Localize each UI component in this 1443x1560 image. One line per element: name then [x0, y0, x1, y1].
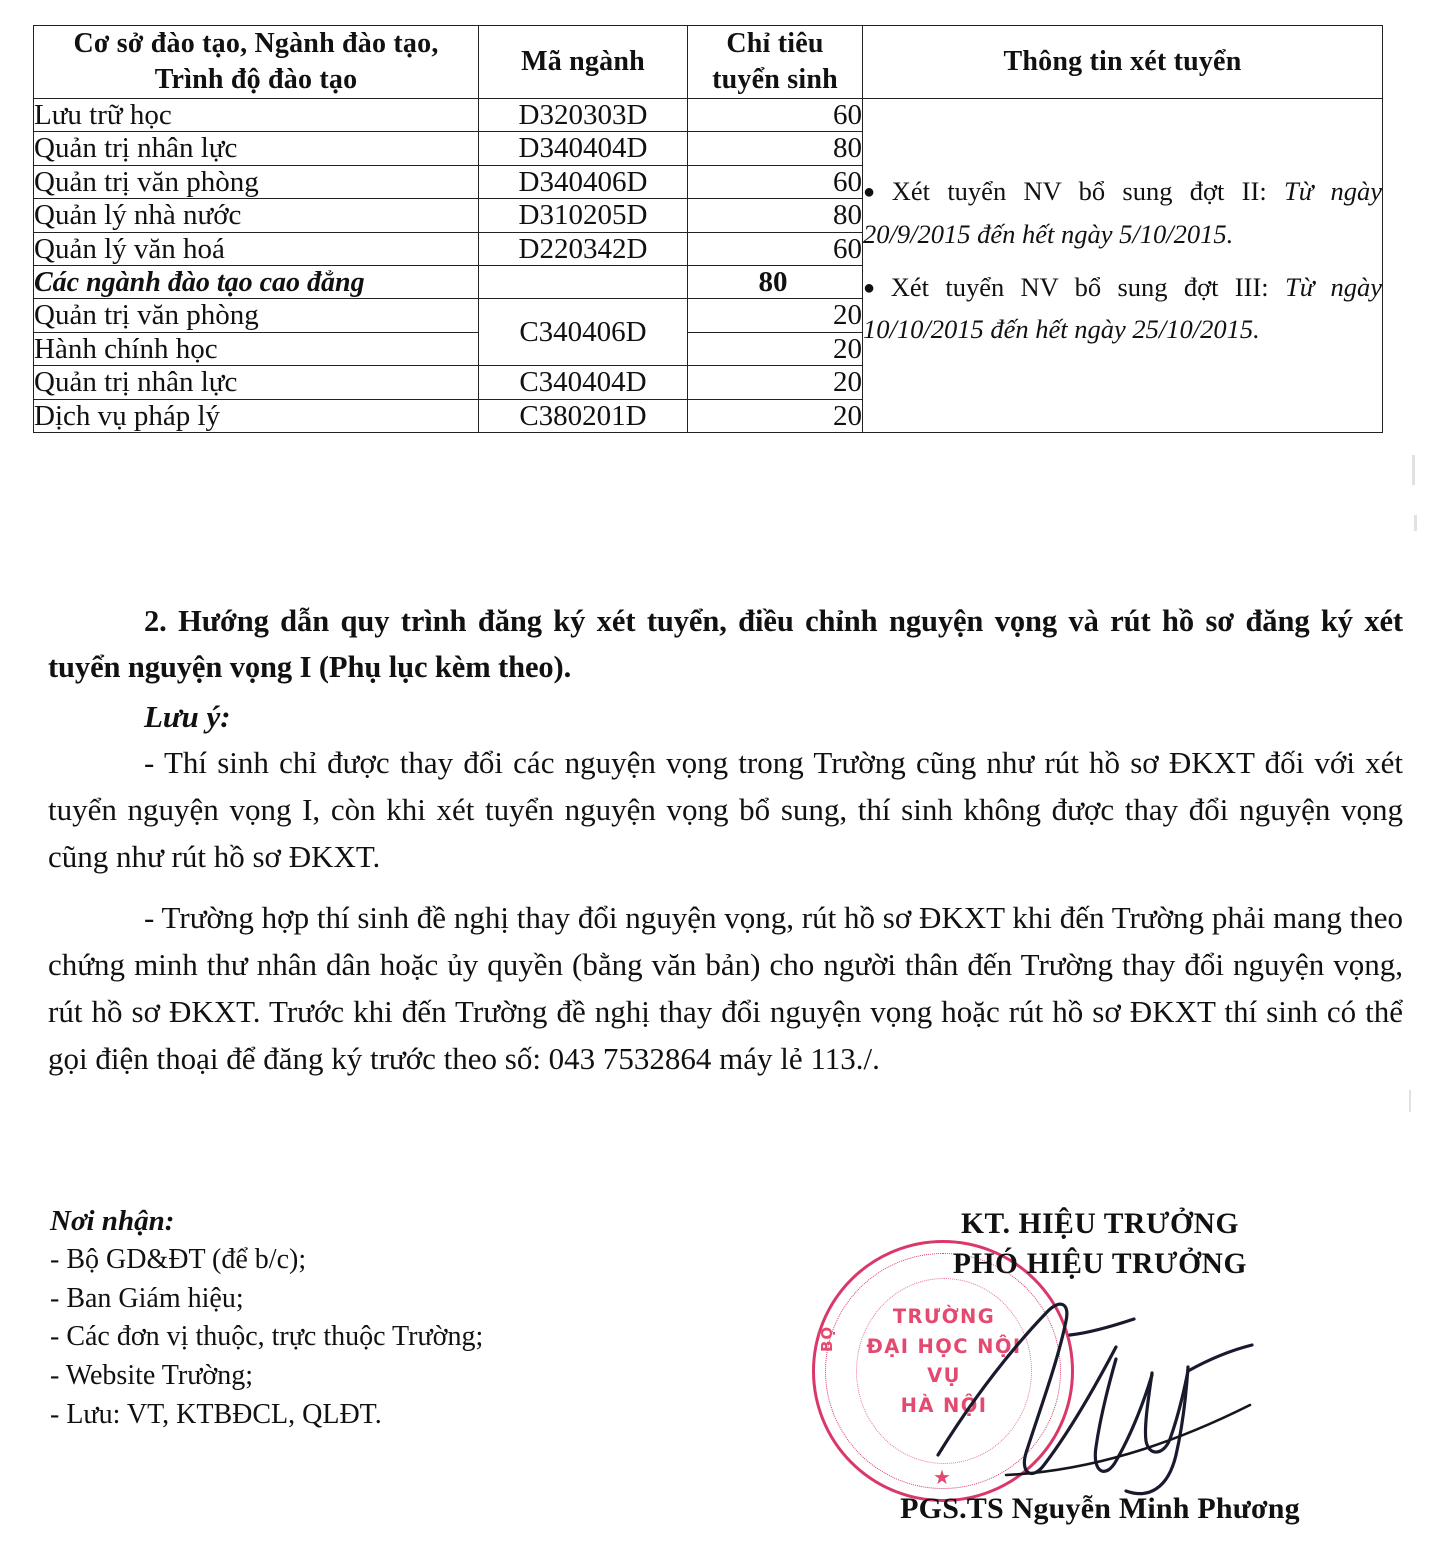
header-program-line2: Trình độ đào tạo	[154, 63, 358, 95]
seal-side-text: BỘ	[818, 1325, 836, 1352]
info-item-1-plain: Xét tuyển NV bổ sung đợt II:	[891, 175, 1267, 206]
table-header-row	[34, 26, 1383, 99]
recipients-title: Nơi nhận:	[50, 1205, 175, 1237]
cell-program-name: Hành chính học	[34, 332, 479, 365]
recipient-item: - Lưu: VT, KTBĐCL, QLĐT.	[50, 1398, 382, 1430]
cell-major-code: C340406D	[479, 299, 688, 366]
header-admission-info: Thông tin xét tuyển	[863, 26, 1383, 99]
cell-quota: 20	[688, 332, 863, 365]
header-program	[34, 26, 479, 99]
table-row	[34, 98, 1383, 131]
cell-program-name: Dịch vụ pháp lý	[34, 399, 479, 432]
cell-major-code: C380201D	[479, 399, 688, 432]
cell-major-code: D340406D	[479, 165, 688, 198]
seal-text	[848, 1302, 1040, 1421]
header-quota-line2: tuyển sinh	[712, 63, 838, 95]
cell-major-code: D340404D	[479, 132, 688, 165]
header-quota	[688, 26, 863, 99]
cell-program-name: Quản trị văn phòng	[34, 299, 479, 332]
signature-block	[800, 1205, 1400, 1525]
bullet-icon: ●	[863, 276, 885, 299]
cell-quota: 60	[688, 165, 863, 198]
header-program-line1: Cơ sở đào tạo, Ngành đào tạo,	[73, 28, 439, 59]
cell-quota-total: 80	[688, 266, 863, 299]
recipient-item: - Các đơn vị thuộc, trực thuộc Trường;	[50, 1321, 484, 1353]
admission-table-container	[33, 25, 1382, 433]
info-item-1-italic: Từ ngày 20/9/2015 đến hết ngày 5/10/2015.	[863, 175, 1382, 249]
header-major-code: Mã ngành	[479, 26, 688, 99]
signature-title-line2: PHÓ HIỆU TRƯỞNG	[952, 1247, 1248, 1280]
cell-quota: 20	[688, 399, 863, 432]
recipient-item: - Website Trường;	[50, 1359, 254, 1391]
note-label: Lưu ý:	[144, 698, 231, 734]
cell-program-name: Lưu trữ học	[34, 98, 479, 131]
cell-program-name: Quản lý nhà nước	[34, 199, 479, 232]
note-paragraph-1: - Thí sinh chỉ được thay đổi các nguyện vọng trong Trường cũng như rút hồ sơ ĐKXT đối với xét tuyển nguyện vọng I, còn khi xét tuyển nguyện vọng bổ sung, thí sinh không được thay đổi nguyện vọng cũng như rút hồ sơ ĐKXT.	[48, 744, 1403, 874]
seal-text-line1: TRƯỜNG	[892, 1305, 996, 1328]
scan-artifact	[1414, 515, 1417, 531]
cell-program-name: Quản lý văn hoá	[34, 232, 479, 265]
cell-major-code: D220342D	[479, 232, 688, 265]
cell-major-code: D310205D	[479, 199, 688, 232]
cell-major-code: D320303D	[479, 98, 688, 131]
info-item-2-plain: Xét tuyển NV bổ sung đợt III:	[890, 271, 1269, 302]
header-quota-line1: Chỉ tiêu	[726, 28, 824, 59]
cell-quota: 20	[688, 299, 863, 332]
info-item-1	[863, 170, 1382, 256]
cell-section-title: Các ngành đào tạo cao đẳng	[34, 266, 479, 299]
cell-quota: 20	[688, 366, 863, 399]
cell-program-name: Quản trị văn phòng	[34, 165, 479, 198]
document-body	[48, 598, 1403, 1084]
cell-admission-info	[863, 98, 1383, 433]
section-heading-2: 2. Hướng dẫn quy trình đăng ký xét tuyển, điều chỉnh nguyện vọng và rút hồ sơ đăng ký xét tuyển nguyện vọng I (Phụ lục kèm theo).	[48, 604, 1403, 685]
scan-artifact	[1409, 1090, 1411, 1112]
cell-major-code: C340404D	[479, 366, 688, 399]
info-item-2	[863, 266, 1382, 352]
scan-artifact	[1412, 455, 1415, 485]
cell-major-code	[479, 266, 688, 299]
bullet-icon: ●	[863, 180, 886, 203]
recipients-block	[50, 1205, 690, 1434]
admission-table	[33, 25, 1383, 433]
cell-program-name: Quản trị nhân lực	[34, 132, 479, 165]
seal-star-icon: ★	[933, 1467, 951, 1489]
cell-quota: 80	[688, 199, 863, 232]
signer-name: PGS.TS Nguyễn Minh Phương	[900, 1492, 1300, 1525]
cell-quota: 80	[688, 132, 863, 165]
cell-quota: 60	[688, 232, 863, 265]
signature-title-line1: KT. HIỆU TRƯỞNG	[960, 1208, 1240, 1240]
recipient-item: - Bộ GD&ĐT (để b/c);	[50, 1244, 307, 1275]
seal-text-line3: HÀ NỘI	[900, 1393, 988, 1417]
cell-quota: 60	[688, 98, 863, 131]
seal-text-line2: ĐẠI HỌC NỘI VỤ	[866, 1334, 1022, 1388]
info-item-2-italic: Từ ngày 10/10/2015 đến hết ngày 25/10/2015.	[863, 271, 1382, 345]
recipient-item: - Ban Giám hiệu;	[50, 1282, 244, 1314]
note-paragraph-2: - Trường hợp thí sinh đề nghị thay đổi nguyện vọng, rút hồ sơ ĐKXT khi đến Trường phải mang theo chứng minh thư nhân dân hoặc ủy quyền (bằng văn bản) cho người thân đến Trường thay đổi nguyện vọng, rút hồ sơ ĐKXT. Trước khi đến Trường đề nghị thay đổi nguyện vọng hoặc rút hồ sơ ĐKXT thí sinh có thể gọi điện thoại để đăng ký trước theo số: 043 7532864 máy lẻ 113./.	[48, 900, 1403, 1077]
cell-program-name: Quản trị nhân lực	[34, 366, 479, 399]
